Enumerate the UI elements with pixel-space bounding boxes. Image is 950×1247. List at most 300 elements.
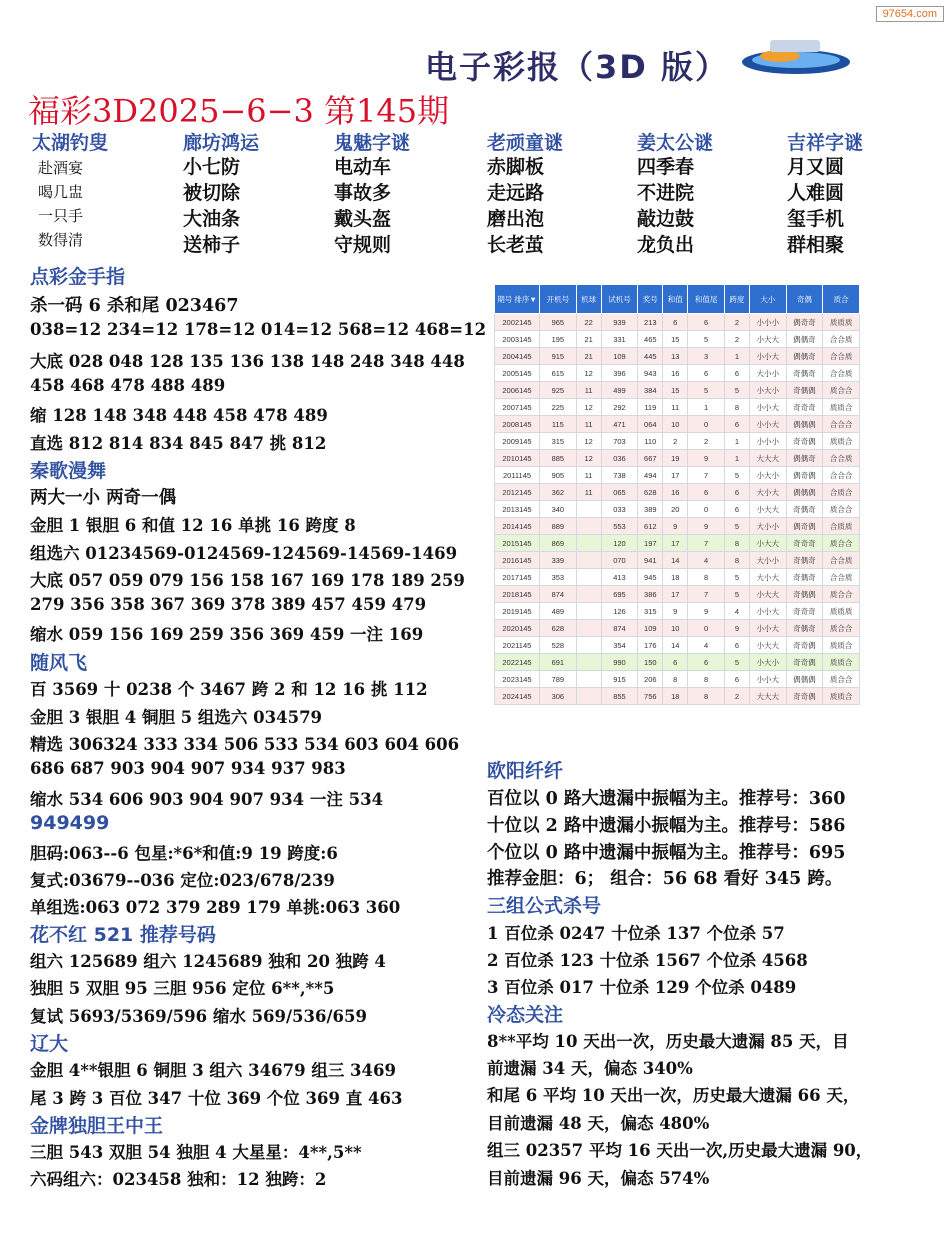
riddle-line: 戴头盔 [334,208,392,230]
table-cell: 17 [663,535,688,552]
table-row [495,331,860,348]
table-cell: 奇偶奇 [786,365,823,382]
section-title: 949499 [30,812,110,834]
table-cell: 质质合 [823,399,860,416]
text-line: 038=12 234=12 178=12 014=12 568=12 468=12 [30,320,487,339]
table-cell: 9 [688,450,725,467]
table-cell: 869 [540,535,577,552]
text-line: 279 356 358 367 369 378 389 457 459 479 [30,595,427,614]
text-line: 个位以 0 路中遗漏中振幅为主。推荐号：695 [487,843,846,863]
table-cell: 11 [576,416,601,433]
col-header: 机球 [576,285,601,314]
table-cell: 偶偶奇 [786,331,823,348]
riddle-line: 赤脚板 [487,156,545,178]
table-cell: 奇奇奇 [786,603,823,620]
table-cell: 13 [663,348,688,365]
table-cell: 小小大 [749,620,786,637]
riddle-col-2 [183,154,240,258]
riddle-line: 群相聚 [787,234,845,256]
table-cell: 6 [688,365,725,382]
table-cell: 354 [601,637,638,654]
table-cell: 7 [688,467,725,484]
table-cell: 889 [540,518,577,535]
riddle-col-1 [38,156,83,252]
table-cell: 12 [576,399,601,416]
table-cell: 合合质 [823,569,860,586]
col-header: 奖号 [638,285,663,314]
table-cell: 2007145 [495,399,540,416]
table-cell: 2004145 [495,348,540,365]
table-cell: 413 [601,569,638,586]
table-cell: 质质合 [823,654,860,671]
col-header: 大小 [749,285,786,314]
table-cell: 036 [601,450,638,467]
table-cell: 1 [724,433,749,450]
table-cell: 合合质 [823,450,860,467]
table-row [495,535,860,552]
table-cell: 合合合 [823,467,860,484]
table-cell: 915 [540,348,577,365]
table-row [495,688,860,705]
col-header: 奇偶 [786,285,823,314]
table-cell: 1 [688,399,725,416]
table-cell [576,637,601,654]
table-cell: 528 [540,637,577,654]
riddle-line: 龙负出 [637,234,695,256]
table-cell: 5 [724,518,749,535]
riddle-col-2-title: 廊坊鸿运 [183,132,260,154]
table-cell: 4 [724,603,749,620]
table-cell: 6 [688,654,725,671]
table-cell: 19 [663,450,688,467]
table-cell: 18 [663,569,688,586]
table-cell: 偶偶偶 [786,671,823,688]
riddle-col-5 [637,154,694,258]
text-line: 三胆 543 双胆 54 独胆 4 大星星：4**,5** [30,1143,362,1162]
table-cell: 奇奇偶 [786,654,823,671]
table-cell: 2008145 [495,416,540,433]
table-cell: 小小大 [749,348,786,365]
table-cell: 306 [540,688,577,705]
table-cell: 大大大 [749,688,786,705]
table-cell: 2012145 [495,484,540,501]
text-line: 686 687 903 904 907 934 937 983 [30,759,346,778]
table-cell: 340 [540,501,577,518]
table-cell: 质质质 [823,314,860,331]
table-cell [576,569,601,586]
table-cell: 大小小 [749,552,786,569]
table-cell: 8 [688,569,725,586]
table-cell: 大小大 [749,484,786,501]
table-row [495,484,860,501]
table-row [495,365,860,382]
table-cell: 197 [638,535,663,552]
table-cell: 小大小 [749,382,786,399]
col-header: 和值尾 [688,285,725,314]
table-cell: 2013145 [495,501,540,518]
text-line: 缩水 534 606 903 904 907 934 一注 534 [30,790,384,809]
table-cell: 大小小 [749,365,786,382]
table-cell: 874 [601,620,638,637]
text-line: 目前遗漏 48 天，偏态 480% [487,1114,710,1133]
riddle-line: 玺手机 [787,208,845,230]
table-cell: 965 [540,314,577,331]
table-cell: 小小大 [749,671,786,688]
table-cell: 合质合 [823,484,860,501]
table-cell: 21 [576,331,601,348]
table-cell: 奇奇奇 [786,399,823,416]
table-cell: 6 [724,637,749,654]
riddle-line: 守规则 [334,234,392,256]
col-header-period [495,285,540,314]
text-line: 精选 306324 333 334 506 533 534 603 604 606 [30,735,460,754]
sort-icon: ▼ [529,294,537,304]
table-cell: 0 [688,620,725,637]
table-cell: 偶奇偶 [786,467,823,484]
riddle-col-1-title: 太湖钓叟 [32,132,109,154]
table-cell: 2015145 [495,535,540,552]
table-cell: 2016145 [495,552,540,569]
table-cell: 质合合 [823,535,860,552]
text-line: 大底 057 059 079 156 158 167 169 178 189 259 [30,571,465,590]
riddle-line: 电动车 [334,156,392,178]
table-cell: 1 [724,348,749,365]
text-line: 组选六 01234569-0124569-124569-14569-1469 [30,544,458,563]
col-header: 质合 [823,285,860,314]
table-cell: 2003145 [495,331,540,348]
table-cell: 奇偶奇 [786,501,823,518]
table-cell: 389 [638,501,663,518]
table-cell: 445 [638,348,663,365]
table-body [495,314,860,705]
table-row [495,671,860,688]
table-cell: 合质质 [823,518,860,535]
table-row [495,518,860,535]
riddle-line: 被切除 [183,182,241,204]
issue-title: 福彩3D2025−6−3 第145期 [28,92,450,130]
text-line: 百 3569 十 0238 个 3467 跨 2 和 12 16 挑 112 [30,680,428,699]
table-cell: 126 [601,603,638,620]
table-cell: 奇奇奇 [786,535,823,552]
table-cell: 小大小 [749,467,786,484]
table-row [495,314,860,331]
table-cell: 12 [576,450,601,467]
table-cell: 质合合 [823,620,860,637]
table-cell: 质质合 [823,433,860,450]
table-cell: 奇偶偶 [786,586,823,603]
table-row [495,501,860,518]
riddle-line: 数得清 [38,231,84,249]
logo-icon [740,36,852,78]
table-cell: 789 [540,671,577,688]
table-cell: 5 [724,382,749,399]
col-header: 试机号 [601,285,638,314]
table-cell: 941 [638,552,663,569]
table-cell [576,518,601,535]
riddle-col-5-title: 姜太公谜 [637,132,714,154]
table-cell: 738 [601,467,638,484]
table-header-row [495,285,860,314]
text-line: 和尾 6 平均 10 天出一次，历史最大遗漏 66 天， [487,1086,860,1105]
table-cell: 质合合 [823,501,860,518]
table-cell: 15 [663,382,688,399]
table-cell: 553 [601,518,638,535]
table-cell [576,501,601,518]
table-cell: 11 [663,399,688,416]
table-row [495,433,860,450]
table-cell: 5 [688,382,725,399]
table-cell: 915 [601,671,638,688]
table-cell: 331 [601,331,638,348]
table-cell: 9 [663,603,688,620]
table-cell: 奇偶奇 [786,620,823,637]
riddle-line: 一只手 [38,207,84,225]
table-cell: 2014145 [495,518,540,535]
table-cell: 6 [688,484,725,501]
text-line: 8**平均 10 天出一次，历史最大遗漏 85 天，目 [487,1032,849,1051]
table-cell: 小大大 [749,637,786,654]
table-cell: 150 [638,654,663,671]
text-line: 3 百位杀 017 十位杀 129 个位杀 0489 [487,978,797,997]
table-cell: 386 [638,586,663,603]
table-cell: 925 [540,382,577,399]
table-cell: 384 [638,382,663,399]
table-cell: 756 [638,688,663,705]
section-title: 随风飞 [30,652,88,674]
table-cell: 偶偶奇 [786,450,823,467]
table-cell: 6 [724,501,749,518]
table-cell: 315 [638,603,663,620]
section-title: 点彩金手指 [30,266,126,288]
table-cell: 2011145 [495,467,540,484]
table-cell: 691 [540,654,577,671]
table-cell: 20 [663,501,688,518]
table-cell: 939 [601,314,638,331]
riddle-line: 不进院 [637,182,695,204]
table-cell: 489 [540,603,577,620]
table-cell: 990 [601,654,638,671]
table-cell: 3 [688,348,725,365]
table-cell: 6 [724,416,749,433]
table-cell: 8 [724,399,749,416]
text-line: 复试 5693/5369/596 缩水 569/536/659 [30,1007,367,1026]
riddle-col-4 [487,154,544,258]
table-cell: 大小大 [749,569,786,586]
table-cell: 2020145 [495,620,540,637]
text-line: 目前遗漏 96 天，偏态 574% [487,1169,710,1188]
table-cell: 合合质 [823,552,860,569]
table-cell: 612 [638,518,663,535]
text-line: 复式:03679--036 定位:023/678/239 [30,871,335,890]
col-header: 和值 [663,285,688,314]
table-cell: 2021145 [495,637,540,654]
table-cell: 110 [638,433,663,450]
section-title: 冷态关注 [487,1004,564,1026]
table-row [495,416,860,433]
table-cell: 8 [688,688,725,705]
table-cell: 7 [688,535,725,552]
table-cell: 6 [663,654,688,671]
table-cell [576,535,601,552]
table-row [495,467,860,484]
table-cell [576,688,601,705]
table-cell: 小大大 [749,501,786,518]
table-cell: 494 [638,467,663,484]
riddle-line: 磨出泡 [487,208,545,230]
table-cell: 396 [601,365,638,382]
table-cell: 855 [601,688,638,705]
table-cell: 2009145 [495,433,540,450]
table-cell [576,603,601,620]
table-row [495,552,860,569]
table-cell: 17 [663,586,688,603]
table-cell: 945 [638,569,663,586]
riddle-col-3-title: 鬼魅字谜 [334,132,411,154]
table-cell: 大小小 [749,518,786,535]
table-cell: 偶偶偶 [786,484,823,501]
table-cell: 2006145 [495,382,540,399]
table-cell: 16 [663,484,688,501]
table-cell: 小小大 [749,399,786,416]
table-cell: 033 [601,501,638,518]
table-cell: 合合质 [823,348,860,365]
riddle-line: 小七防 [183,156,241,178]
text-line: 组六 125689 组六 1245689 独和 20 独跨 4 [30,952,386,971]
table-cell: 质质合 [823,688,860,705]
table-cell: 17 [663,467,688,484]
table-row [495,637,860,654]
text-line: 推荐金胆：6； 组合：56 68 看好 345 跨。 [487,869,843,889]
table-cell: 115 [540,416,577,433]
riddle-line: 赴酒宴 [38,159,84,177]
table-cell: 070 [601,552,638,569]
table-row [495,382,860,399]
table-cell: 471 [601,416,638,433]
table-cell: 9 [688,603,725,620]
history-table [494,284,860,705]
table-cell: 小小小 [749,433,786,450]
section-title: 花不红 521 推荐号码 [30,924,216,946]
text-line: 缩 128 148 348 448 458 478 489 [30,406,328,425]
table-cell: 5 [724,586,749,603]
table-cell: 偶偶偶 [786,416,823,433]
table-cell: 6 [724,365,749,382]
section-title: 三组公式杀号 [487,895,602,917]
table-cell: 10 [663,416,688,433]
riddle-col-6 [787,154,844,258]
col-header: 开机号 [540,285,577,314]
text-line: 金胆 3 银胆 4 铜胆 5 组选六 034579 [30,708,323,727]
table-cell: 质合合 [823,382,860,399]
table-cell: 2010145 [495,450,540,467]
table-cell: 628 [540,620,577,637]
sort-label: 排序 [514,294,530,304]
table-cell: 8 [724,535,749,552]
table-cell: 9 [724,620,749,637]
text-line: 2 百位杀 123 十位杀 1567 个位杀 4568 [487,951,808,970]
text-line: 1 百位杀 0247 十位杀 137 个位杀 57 [487,924,785,943]
table-cell: 0 [688,416,725,433]
table-cell: 奇偶奇 [786,552,823,569]
text-line: 胆码:063--6 包星:*6*和值:9 19 跨度:6 [30,844,338,863]
table-cell [576,654,601,671]
riddle-col-3 [334,154,391,258]
table-cell: 225 [540,399,577,416]
text-line: 百位以 0 路大遗漏中振幅为主。推荐号：360 [487,789,846,809]
table-cell: 4 [688,552,725,569]
table-cell: 615 [540,365,577,382]
text-line: 金胆 1 银胆 6 和值 12 16 单挑 16 跨度 8 [30,516,356,535]
table-cell: 6 [688,314,725,331]
col-header-label: 期号 [497,294,513,304]
table-cell: 2005145 [495,365,540,382]
table-cell: 5 [688,331,725,348]
table-cell: 362 [540,484,577,501]
text-line: 直选 812 814 834 845 847 挑 812 [30,434,327,453]
table-cell: 2002145 [495,314,540,331]
table-cell: 15 [663,331,688,348]
table-cell: 18 [663,688,688,705]
table-cell: 9 [663,518,688,535]
table-cell: 21 [576,348,601,365]
table-cell: 6 [663,314,688,331]
table-cell: 奇偶奇 [786,569,823,586]
table-row [495,569,860,586]
table-cell: 6 [724,671,749,688]
table-cell: 小小大 [749,603,786,620]
text-line: 大底 028 048 128 135 136 138 148 248 348 448 [30,352,465,371]
table-cell: 偶奇偶 [786,518,823,535]
table-cell: 943 [638,365,663,382]
table-row [495,399,860,416]
table-cell: 195 [540,331,577,348]
table-cell: 353 [540,569,577,586]
riddle-line: 月又圆 [787,156,845,178]
table-cell: 质质质 [823,603,860,620]
table-cell: 质合合 [823,586,860,603]
table-cell: 109 [638,620,663,637]
table-cell: 11 [576,467,601,484]
table-cell: 8 [663,671,688,688]
table-cell: 合合质 [823,331,860,348]
riddle-line: 大油条 [183,208,241,230]
table-cell: 奇奇偶 [786,433,823,450]
table-cell: 小大大 [749,331,786,348]
table-cell: 奇偶偶 [786,382,823,399]
table-row [495,348,860,365]
table-cell: 2023145 [495,671,540,688]
table-cell: 奇奇偶 [786,688,823,705]
riddle-line: 四季春 [637,156,695,178]
table-cell: 小小小 [749,314,786,331]
table-cell: 2022145 [495,654,540,671]
table-cell: 339 [540,552,577,569]
table-row [495,654,860,671]
table-cell: 22 [576,314,601,331]
table-cell: 小大大 [749,586,786,603]
table-cell: 8 [724,552,749,569]
table-cell: 11 [576,484,601,501]
table-cell: 2 [724,314,749,331]
table-cell [576,671,601,688]
table-cell: 206 [638,671,663,688]
text-line: 十位以 2 路中遗漏小振幅为主。推荐号：586 [487,816,846,836]
table-cell: 2018145 [495,586,540,603]
riddle-line: 人难圆 [787,182,845,204]
section-title: 秦歌漫舞 [30,460,107,482]
table-cell: 9 [688,518,725,535]
table-cell: 7 [688,586,725,603]
